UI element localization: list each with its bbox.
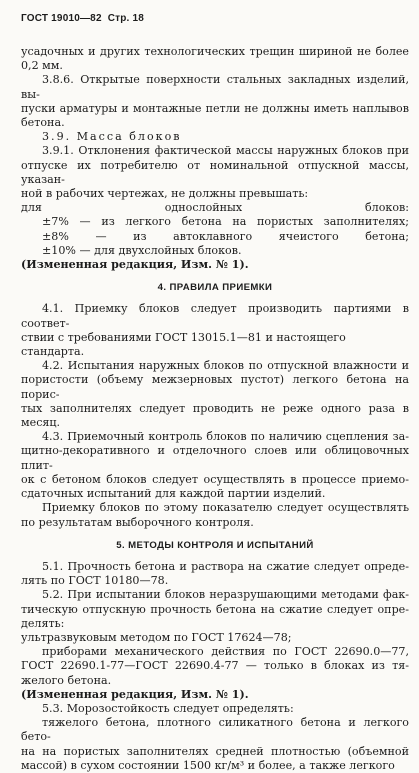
text-line: отпуске их потребителю от номинальной отпускной массы, указан- (21, 158, 409, 186)
text-line: на на пористых заполнителях средней плотностью (объемной (21, 744, 409, 758)
text-line: щитно-декоративного и отделочного слоев или облицовочных плит- (21, 444, 409, 472)
text-line: ГОСТ 22690.1-77—ГОСТ 22690.4-77 — только в блоках из тя- (21, 659, 409, 673)
document-body (21, 45, 409, 773)
paragraph (21, 588, 409, 631)
text-line: тическую отпускную прочность бетона на сжатие следует опре- (21, 602, 409, 616)
text-line: по результатам выборочного контроля. (21, 515, 254, 529)
text-line: лять по ГОСТ 10180—78. (21, 574, 169, 588)
standard-code: ГОСТ 19010—82 (21, 13, 102, 24)
text-line: 3.9. Масса блоков (42, 130, 182, 144)
text-line: ±10% — для двухслойных блоков. (42, 243, 242, 257)
text-line: усадочных и других технологических трещин шириной не более (21, 45, 409, 58)
text-line: (Измененная редакция, Изм. № 1). (21, 258, 249, 272)
paragraph (21, 631, 409, 645)
text-line: пуски арматуры и монтажные петли не должны иметь наплывов (21, 101, 409, 115)
text-line: 4.1. Приемку блоков следует производить партиями в соответ- (21, 302, 409, 330)
paragraph (21, 702, 409, 716)
text-line: сдаточных испытаний для каждой партии изделий. (21, 487, 326, 501)
amendment-note (21, 258, 409, 272)
text-line: приборами механического действия по ГОСТ 22690.0—77, (42, 645, 409, 659)
paragraph (21, 645, 409, 688)
text-line: 5.2. При испытании блоков неразрушающими методами фак- (42, 588, 409, 602)
paragraph (21, 501, 409, 529)
paragraph (21, 130, 409, 144)
text-line: 3.9.1. Отклонения фактической массы наружных блоков при (42, 144, 409, 158)
text-line: пористости (объему межзерновых пустот) легкого бетона на порис- (21, 373, 409, 401)
text-line: ±8% — из автоклавного ячеистого бетона; (42, 229, 409, 243)
text-line: для однослойных блоков: (21, 201, 409, 215)
text-line: Приемку блоков по этому показателю следует осуществлять (42, 501, 409, 515)
paragraph (21, 73, 409, 130)
paragraph (21, 201, 409, 258)
text-line: бетона. (21, 116, 65, 130)
text-line: тяжелого бетона, плотного силикатного бетона и легкого бето- (21, 716, 409, 744)
amendment-note (21, 688, 409, 702)
paragraph (21, 359, 409, 430)
text-line: массой) в сухом состоянии 1500 кг/м³ и более, а также легкого (21, 758, 395, 772)
section-heading: 4. ПРАВИЛА ПРИЕМКИ (157, 282, 273, 294)
text-line: ультразвуковым методом по ГОСТ 17624—78; (21, 630, 292, 644)
text-line: 3.8.6. Открытые поверхности стальных закладных изделий, вы- (21, 73, 409, 101)
text-line: 5.3. Морозостойкость следует определять: (42, 701, 294, 715)
section-heading: 5. МЕТОДЫ КОНТРОЛЯ И ИСПЫТАНИЙ (116, 539, 314, 551)
paragraph (21, 45, 409, 73)
text-line: 4.2. Испытания наружных блоков по отпускной влажности и (42, 359, 409, 373)
paragraph (21, 716, 409, 773)
text-line: месяц. (21, 416, 61, 430)
page-number: Стр. 18 (107, 13, 145, 24)
text-line: делять: (21, 616, 65, 630)
paragraph (21, 302, 409, 359)
text-line: 0,2 мм. (21, 59, 63, 73)
text-line: ±7% — из легкого бетона на пористых заполнителях; (42, 215, 409, 229)
text-line: 5.1. Прочность бетона и раствора на сжатие следует опреде- (42, 559, 409, 573)
text-line: ок с бетоном блоков следует осуществлять в процессе приемо- (21, 472, 409, 486)
text-line: (Измененная редакция, Изм. № 1). (21, 687, 249, 701)
paragraph (21, 144, 409, 201)
text-line: желого бетона. (21, 673, 112, 687)
text-line: ной в рабочих чертежах, не должны превышать: (21, 187, 309, 201)
text-line: тых заполнителях следует проводить не реже одного раза в (21, 401, 409, 415)
paragraph (21, 560, 409, 588)
text-line: ствии с требованиями ГОСТ 13015.1—81 и настоящего стандарта. (21, 330, 346, 359)
paragraph (21, 430, 409, 501)
text-line: 4.3. Приемочный контроль блоков по наличию сцепления за- (42, 430, 409, 444)
page-header (21, 13, 144, 24)
